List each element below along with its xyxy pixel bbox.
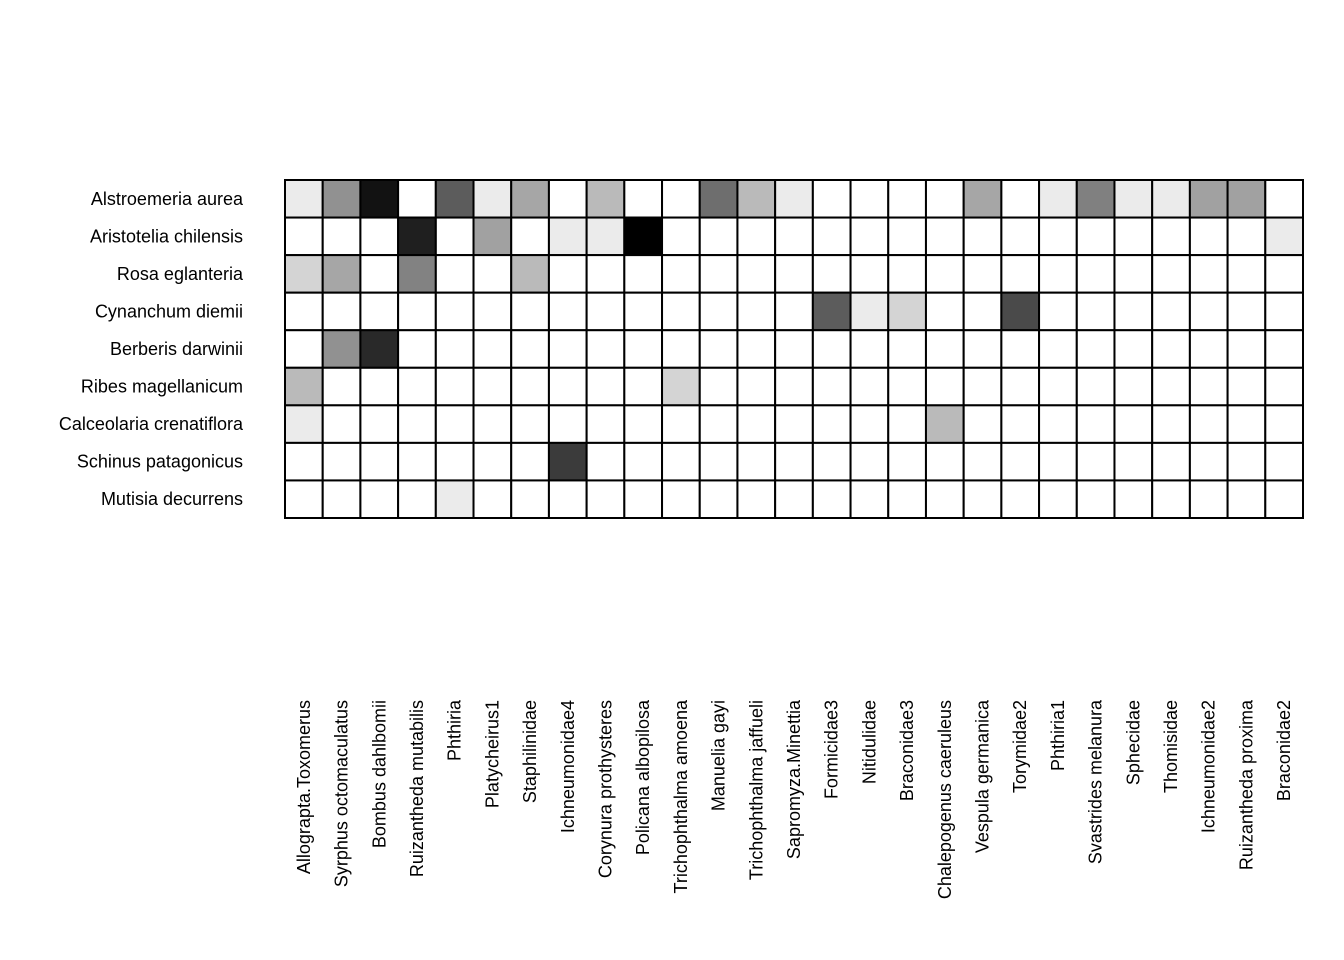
heatmap-cell [700,180,738,218]
column-label: Trichophthalma jaffueli [746,700,767,881]
heatmap-cell [813,218,851,256]
heatmap-cell [285,330,323,368]
heatmap-cell [549,443,587,481]
heatmap-cell [624,443,662,481]
heatmap-cell [1265,218,1303,256]
heatmap-cell [1001,293,1039,331]
heatmap-cell [888,443,926,481]
heatmap-cell [1114,368,1152,406]
heatmap-cell [1228,443,1266,481]
heatmap-cell [360,443,398,481]
heatmap-cell [587,218,625,256]
heatmap-cell [964,255,1002,293]
heatmap-cell [813,405,851,443]
row-label: Ribes magellanicum [80,376,243,397]
heatmap-cell [1190,443,1228,481]
column-label: Thomisidae [1161,700,1182,794]
heatmap-cell [511,443,549,481]
heatmap-cell [323,405,361,443]
heatmap-cell [360,480,398,518]
heatmap-cell [926,480,964,518]
heatmap-cell [549,180,587,218]
heatmap-cell [964,218,1002,256]
heatmap-cell [549,293,587,331]
heatmap-cell [888,218,926,256]
column-label: Torymidae2 [1010,700,1031,794]
heatmap-cell [323,218,361,256]
heatmap-cell [1228,180,1266,218]
heatmap-cell [1114,255,1152,293]
row-label: Rosa eglanteria [116,263,243,284]
heatmap-cell [398,293,436,331]
heatmap-cell [360,405,398,443]
heatmap-cell [775,368,813,406]
row-label: Alstroemeria aurea [90,188,243,209]
heatmap-cell [700,293,738,331]
heatmap-cell [662,405,700,443]
heatmap-cell [1152,218,1190,256]
heatmap-cell [775,255,813,293]
heatmap-cell [436,218,474,256]
column-label: Syrphus octomaculatus [331,700,352,888]
heatmap-cell [511,480,549,518]
heatmap-cell [624,255,662,293]
column-label: Braconidae3 [897,700,918,802]
heatmap-cell [624,330,662,368]
heatmap-cell [1077,480,1115,518]
column-label: Ichneumonidae4 [557,700,578,834]
heatmap-cell [737,180,775,218]
heatmap-cell [587,405,625,443]
heatmap-cell [1114,330,1152,368]
heatmap-cell [511,330,549,368]
heatmap-cell [1152,480,1190,518]
heatmap-cell [1190,480,1228,518]
column-label: Corynura prothysteres [595,700,616,879]
heatmap-cell [888,480,926,518]
heatmap-cell [700,330,738,368]
column-label: Trichophthalma amoena [670,700,691,894]
column-label: Platycheirus1 [482,700,503,809]
heatmap-cell [587,480,625,518]
heatmap-cell [775,330,813,368]
heatmap-cell [700,405,738,443]
heatmap-cell [474,180,512,218]
column-label: Manuelia gayi [708,700,729,812]
heatmap-cell [436,255,474,293]
heatmap-cell [587,368,625,406]
heatmap-cell [700,218,738,256]
heatmap-cell [813,330,851,368]
heatmap-cell [813,293,851,331]
heatmap-cell [549,480,587,518]
heatmap-cell [662,368,700,406]
heatmap-cell [285,368,323,406]
heatmap-cell [1039,180,1077,218]
heatmap-cell [700,443,738,481]
heatmap-cell [624,368,662,406]
heatmap-cell [624,218,662,256]
heatmap-cell [549,255,587,293]
heatmap-cell [662,330,700,368]
column-label: Policana albopilosa [633,700,654,856]
heatmap-cell [549,368,587,406]
heatmap-cell [888,330,926,368]
heatmap-cell [398,443,436,481]
heatmap-cell [474,368,512,406]
heatmap-cell [285,480,323,518]
heatmap-cell [1039,293,1077,331]
heatmap-cell [398,180,436,218]
heatmap-cell [1190,293,1228,331]
heatmap-cell [587,293,625,331]
row-label: Calceolaria crenatiflora [58,414,243,435]
heatmap-cell [360,293,398,331]
heatmap-cell [587,443,625,481]
heatmap-cell [888,255,926,293]
heatmap-cell [360,368,398,406]
heatmap-cell [1001,405,1039,443]
heatmap-cell [285,255,323,293]
column-label: Braconidae2 [1274,700,1295,802]
heatmap-cell [700,255,738,293]
heatmap-cell [398,405,436,443]
heatmap-cell [1265,180,1303,218]
heatmap-cell [964,368,1002,406]
column-label: Ichneumonidae2 [1198,700,1219,834]
heatmap-cell [1265,480,1303,518]
heatmap-cell [700,368,738,406]
heatmap-cell [964,293,1002,331]
column-label: Vespula germanica [972,700,993,854]
heatmap-cell [662,293,700,331]
column-label: Nitidulidae [859,700,880,785]
heatmap-cell [285,293,323,331]
heatmap-cell [1265,255,1303,293]
heatmap-cell [888,368,926,406]
heatmap-cell [926,443,964,481]
heatmap-cell [662,255,700,293]
heatmap-cell [662,180,700,218]
heatmap-cell [474,330,512,368]
heatmap-cell [323,330,361,368]
heatmap-cell [1001,330,1039,368]
heatmap-cell [1152,255,1190,293]
column-label: Svastrides melanura [1085,700,1106,865]
heatmap-cell [1152,443,1190,481]
heatmap-cell [851,330,889,368]
heatmap-cell [1190,218,1228,256]
heatmap-cell [926,255,964,293]
heatmap-cell [926,368,964,406]
heatmap-cell [851,180,889,218]
heatmap-cell [851,405,889,443]
column-label: Allograpta.Toxomerus [293,700,314,875]
heatmap-cell [323,293,361,331]
column-label: Sapromyza.Minettia [784,700,804,860]
heatmap-cell [1114,218,1152,256]
heatmap-cell [1001,180,1039,218]
heatmap-cell [813,180,851,218]
heatmap-cell [285,405,323,443]
heatmap-cell [737,443,775,481]
heatmap-cell [888,405,926,443]
heatmap-cell [813,480,851,518]
heatmap-cell [360,330,398,368]
heatmap-cell [964,330,1002,368]
heatmap-cell [737,405,775,443]
heatmap-cell [624,180,662,218]
heatmap-cell [1265,368,1303,406]
heatmap-cell [474,480,512,518]
heatmap-cell [511,255,549,293]
heatmap-cell [851,218,889,256]
heatmap-cell [1152,330,1190,368]
heatmap-cell [851,293,889,331]
heatmap-cell [474,218,512,256]
heatmap-cell [662,443,700,481]
heatmap-cell [926,405,964,443]
heatmap-cell [813,368,851,406]
heatmap-cell [323,368,361,406]
heatmap-cell [700,480,738,518]
column-label: Ruizantheda proxima [1236,700,1257,871]
heatmap-cell [511,218,549,256]
heatmap-cell [1077,293,1115,331]
heatmap-cell [436,180,474,218]
heatmap-cell [549,330,587,368]
row-labels [59,189,244,509]
heatmap-cell [1114,180,1152,218]
heatmap-cell [1001,480,1039,518]
heatmap-cell [964,405,1002,443]
heatmap-cell [1039,443,1077,481]
heatmap-cell [1114,405,1152,443]
heatmap-cell [1265,293,1303,331]
heatmap-cell [737,218,775,256]
heatmap-cell [624,480,662,518]
heatmap-cell [851,480,889,518]
heatmap-cell [851,443,889,481]
heatmap-cell [436,330,474,368]
heatmap-cell [775,293,813,331]
heatmap-cell [1190,405,1228,443]
heatmap-cell [737,368,775,406]
heatmap-cell [1077,368,1115,406]
heatmap-cell [587,330,625,368]
heatmap-cell [323,255,361,293]
heatmap-cell [549,218,587,256]
heatmap-cell [1039,405,1077,443]
heatmap-cell [1152,293,1190,331]
column-label: Sphecidae [1123,700,1144,786]
heatmap-cell [323,480,361,518]
heatmap-cell [624,293,662,331]
heatmap-cell [587,180,625,218]
heatmap-cell [1190,368,1228,406]
heatmap-cell [360,218,398,256]
heatmap-cell [474,443,512,481]
heatmap-cell [1190,180,1228,218]
row-label: Aristotelia chilensis [89,226,243,247]
heatmap-cell [1152,180,1190,218]
heatmap-cell [851,255,889,293]
row-label: Schinus patagonicus [76,451,243,472]
heatmap-cell [1001,255,1039,293]
heatmap-cell [1190,255,1228,293]
heatmap-cell [436,405,474,443]
heatmap-cell [888,180,926,218]
heatmap-cell [511,405,549,443]
heatmap-cell [1001,218,1039,256]
heatmap-cell [1077,218,1115,256]
heatmap-cell [1077,180,1115,218]
heatmap-cell [285,443,323,481]
heatmap-cell [775,480,813,518]
heatmap-cell [1114,293,1152,331]
heatmap-cell [398,330,436,368]
row-label: Berberis darwinii [109,339,243,359]
heatmap-cell [775,405,813,443]
heatmap-cell [323,443,361,481]
heatmap-cell [926,180,964,218]
heatmap-cell [474,293,512,331]
heatmap-cell [775,180,813,218]
heatmap-cells [285,180,1303,518]
heatmap-cell [964,443,1002,481]
heatmap-cell [285,218,323,256]
heatmap-cell [511,180,549,218]
heatmap-cell [737,293,775,331]
heatmap-cell [1114,480,1152,518]
column-label: Phthiria1 [1047,700,1068,772]
heatmap-cell [436,443,474,481]
heatmap-cell [1077,330,1115,368]
heatmap-cell [926,293,964,331]
column-label: Phthiria [444,700,465,762]
heatmap-cell [1114,443,1152,481]
heatmap-cell [511,293,549,331]
heatmap-cell [1001,443,1039,481]
heatmap-cell [1152,405,1190,443]
heatmap-cell [360,255,398,293]
heatmap-cell [1228,330,1266,368]
heatmap-cell [398,368,436,406]
heatmap-cell [1077,255,1115,293]
heatmap-cell [474,405,512,443]
heatmap-cell [323,180,361,218]
heatmap-cell [1039,255,1077,293]
column-label: Bombus dahlbomii [369,700,390,849]
heatmap-cell [813,255,851,293]
heatmap-cell [1265,405,1303,443]
heatmap-cell [926,330,964,368]
heatmap-cell [398,255,436,293]
heatmap-cell [1265,443,1303,481]
heatmap-cell [926,218,964,256]
row-label: Mutisia decurrens [100,489,243,510]
column-label: Formicidae3 [821,700,842,800]
heatmap-cell [511,368,549,406]
heatmap-cell [1265,330,1303,368]
heatmap-cell [1077,405,1115,443]
heatmap-cell [360,180,398,218]
heatmap-cell [1228,218,1266,256]
heatmap-cell [1228,368,1266,406]
heatmap-cell [964,180,1002,218]
heatmap-cell [398,480,436,518]
heatmap-cell [436,293,474,331]
heatmap-cell [1228,405,1266,443]
column-label: Chalepogenus caeruleus [934,700,955,900]
heatmap-cell [549,405,587,443]
heatmap-cell [624,405,662,443]
heatmap-cell [1077,443,1115,481]
heatmap-cell [1039,330,1077,368]
heatmap-cell [398,218,436,256]
heatmap-cell [662,480,700,518]
heatmap-cell [474,255,512,293]
heatmap-cell [1039,218,1077,256]
heatmap-cell [1039,368,1077,406]
heatmap-cell [888,293,926,331]
heatmap-cell [964,480,1002,518]
heatmap-cell [436,368,474,406]
heatmap-cell [737,330,775,368]
heatmap-cell [1228,255,1266,293]
heatmap-cell [1190,330,1228,368]
column-label: Ruizantheda mutabilis [406,700,427,878]
heatmap-cell [851,368,889,406]
heatmap-cell [285,180,323,218]
heatmap-cell [436,480,474,518]
heatmap-cell [1001,368,1039,406]
heatmap-cell [1152,368,1190,406]
heatmap-cell [775,218,813,256]
heatmap-cell [1039,480,1077,518]
heatmap-cell [1228,293,1266,331]
heatmap-cell [737,480,775,518]
heatmap-cell [775,443,813,481]
column-label: Staphilinidae [520,700,541,804]
heatmap-cell [587,255,625,293]
row-label: Cynanchum diemii [94,301,243,322]
column-labels [294,699,1294,899]
heatmap-cell [737,255,775,293]
heatmap-cell [662,218,700,256]
heatmap-cell [813,443,851,481]
heatmap-cell [1228,480,1266,518]
